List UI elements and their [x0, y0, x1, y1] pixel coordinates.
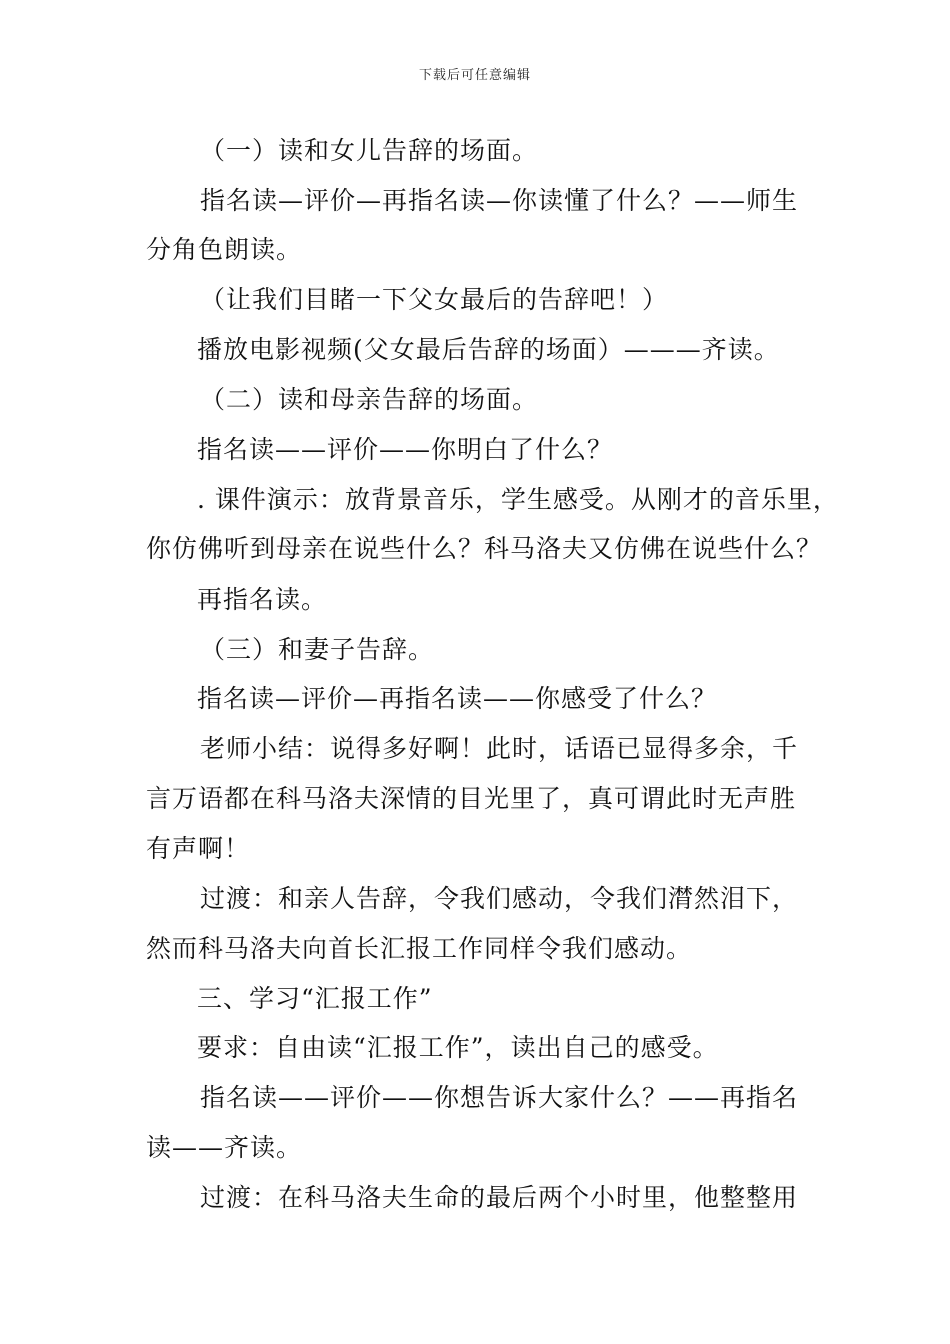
- paragraph-line: 指名读—评价—再指名读—你读懂了什么？——师生: [200, 186, 799, 215]
- paragraph-line: 你仿佛听到母亲在说些什么？科马洛夫又仿佛在说些什么？: [146, 534, 823, 563]
- paragraph-line: 指名读——评价——你想告诉大家什么？——再指名: [200, 1083, 799, 1112]
- paragraph-line: 再指名读。: [197, 585, 328, 614]
- paragraph-line: 要求：自由读“汇报工作”，读出自己的感受。: [197, 1033, 719, 1062]
- paragraph-line: 指名读——评价——你明白了什么？: [197, 435, 614, 464]
- paragraph-line: 老师小结：说得多好啊！此时，话语已显得多余，千: [200, 734, 799, 763]
- paragraph-line: 过渡：在科马洛夫生命的最后两个小时里，他整整用: [200, 1183, 799, 1212]
- paragraph-line: （二）读和母亲告辞的场面。: [200, 385, 539, 414]
- paragraph-line: （三）和妻子告辞。: [200, 635, 435, 664]
- paragraph-line: （一）读和女儿告辞的场面。: [200, 136, 539, 165]
- paragraph-line: 过渡：和亲人告辞，令我们感动，令我们潸然泪下，: [200, 884, 799, 913]
- paragraph-line: 然而科马洛夫向首长汇报工作同样令我们感动。: [146, 934, 693, 963]
- paragraph-line: 有声啊！: [146, 834, 251, 863]
- section-heading: 三、学习“汇报工作”: [197, 984, 433, 1013]
- paragraph-line: （让我们目睹一下父女最后的告辞吧！）: [200, 285, 669, 314]
- paragraph-line: . 课件演示：放背景音乐，学生感受。从刚才的音乐里，: [197, 485, 839, 514]
- paragraph-line: 言万语都在科马洛夫深情的目光里了，真可谓此时无声胜: [146, 784, 797, 813]
- paragraph-line: 指名读—评价—再指名读——你感受了什么？: [197, 684, 718, 713]
- page-header: 下载后可任意编辑: [418, 68, 531, 83]
- paragraph-line: 分角色朗读。: [146, 235, 303, 264]
- paragraph-line: 播放电影视频(父女最后告辞的场面）———齐读。: [197, 335, 780, 364]
- paragraph-line: 读——齐读。: [146, 1133, 303, 1162]
